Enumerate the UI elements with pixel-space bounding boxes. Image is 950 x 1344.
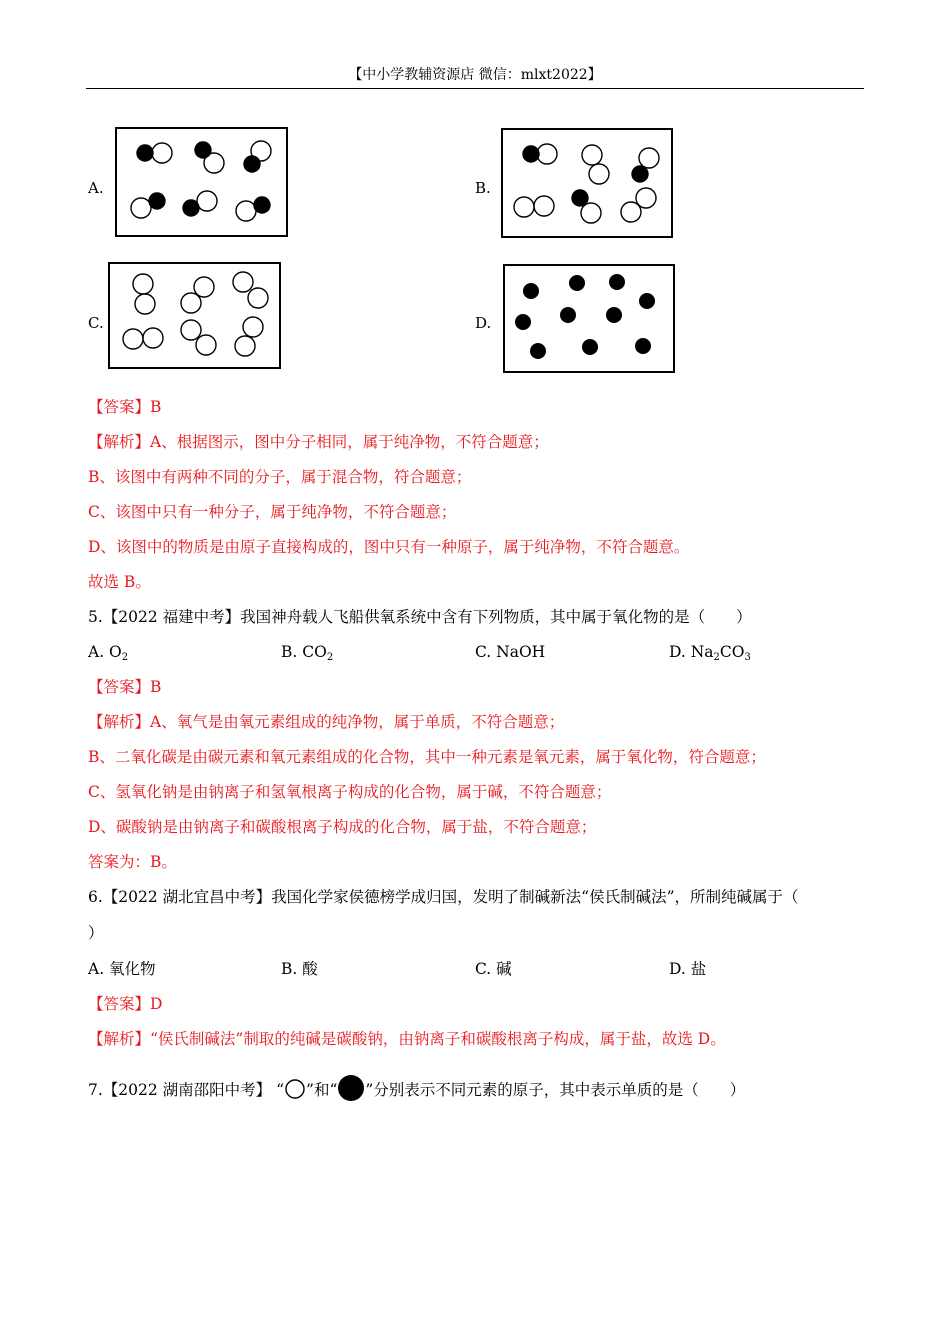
q6-answer: 【答案】D: [88, 995, 163, 1013]
q5-analysis-line2: B、二氧化碳是由碳元素和氧元素组成的化合物，其中一种元素是氧元素，属于氧化物，符合题意；: [88, 748, 766, 766]
q5-stem: 5.【2022 福建中考】我国神舟载人飞船供氧系统中含有下列物质，其中属于氧化物的是（ ）: [88, 608, 752, 626]
q6-choice-a: A. 氧化物: [88, 960, 156, 978]
q5-choice-b: B. $CO_2$: [281, 643, 334, 663]
q5-analysis-line1: 【解析】A、氧气是由氧元素组成的纯净物，属于单质，不符合题意；: [88, 713, 565, 731]
q6-choice-b: B. 酸: [281, 960, 318, 978]
page-header: 【中小学教辅资源店 微信：mlxt2022】: [86, 64, 864, 89]
q6-choice-d: D. 盐: [669, 960, 707, 978]
q4-analysis-line2: B、该图中有两种不同的分子，属于混合物，符合题意；: [88, 468, 472, 486]
q5-analysis-line5: 答案为：B。: [88, 853, 177, 871]
diagram-c: [108, 262, 282, 370]
q4-answer: 【答案】B: [88, 398, 162, 416]
diagram-a: [115, 127, 289, 239]
q4-analysis-line5: 故选 B。: [88, 573, 151, 591]
filled-circle-atom-icon: [337, 1074, 365, 1102]
diagram-d: [503, 264, 676, 374]
q5-choice-d: D. $Na_2CO_3$: [669, 643, 751, 663]
q5-choice-c: C. NaOH: [475, 643, 546, 661]
q4-analysis-line4: D、该图中的物质是由原子直接构成的，图中只有一种原子，属于纯净物，不符合题意。: [88, 538, 690, 556]
q5-analysis-line3: C、氢氧化钠是由钠离子和氢氧根离子构成的化合物，属于碱，不符合题意；: [88, 783, 612, 801]
option-a-label: A.: [88, 179, 104, 197]
q7-stem: 7.【2022 湖南邵阳中考】 “ ”和“ ”分别表示不同元素的原子，其中表示单质的是（ ）: [88, 1074, 745, 1102]
q6-stem-line2: ）: [88, 924, 104, 942]
q6-analysis: 【解析】“侯氏制碱法”制取的纯碱是碳酸钠，由钠离子和碳酸根离子构成，属于盐，故选 D。: [88, 1030, 726, 1048]
option-d-label: D.: [475, 314, 492, 332]
q5-choice-a: A. $O_2$: [88, 643, 129, 663]
q6-choice-c: C. 碱: [475, 960, 512, 978]
diagram-b: [501, 128, 674, 240]
option-c-label: C.: [88, 314, 104, 332]
q4-analysis-line1: 【解析】A、根据图示，图中分子相同，属于纯净物，不符合题意；: [88, 433, 549, 451]
q4-analysis-line3: C、该图中只有一种分子，属于纯净物，不符合题意；: [88, 503, 457, 521]
q5-analysis-line4: D、碳酸钠是由钠离子和碳酸根离子构成的化合物，属于盐，不符合题意；: [88, 818, 597, 836]
option-b-label: B.: [475, 179, 491, 197]
open-circle-atom-icon: [284, 1078, 306, 1100]
q5-answer: 【答案】B: [88, 678, 162, 696]
q6-stem-line1: 6.【2022 湖北宜昌中考】我国化学家侯德榜学成归国，发明了制碱新法“侯氏制碱法”，所制纯碱属于（: [88, 888, 799, 906]
